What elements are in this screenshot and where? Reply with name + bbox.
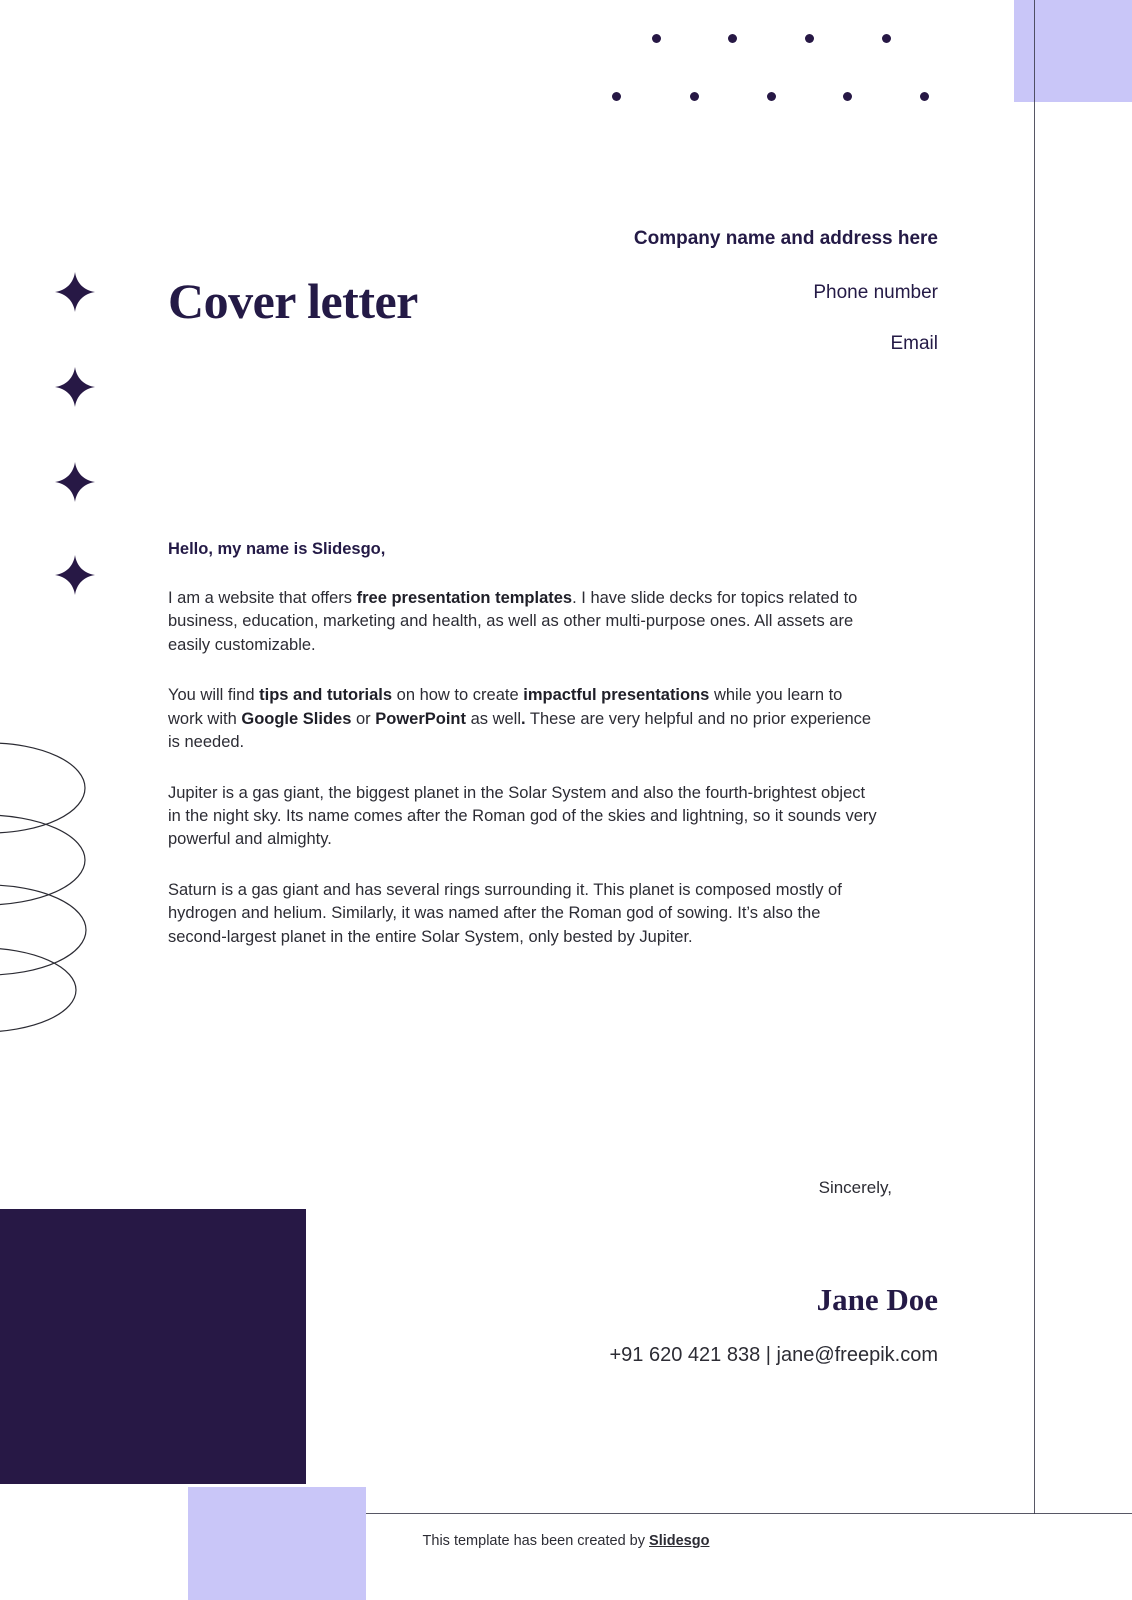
phone-number-label: Phone number xyxy=(813,282,938,304)
sparkle-icon xyxy=(55,272,95,312)
body-paragraph: You will find tips and tutorials on how to create impactful presentations while you learn to work with Google Slides or PowerPoint as well. These are very helpful and no prior experience is needed. xyxy=(168,686,872,752)
spiral-squiggle-decoration xyxy=(0,740,110,1030)
slidesgo-link[interactable]: Slidesgo xyxy=(649,1533,710,1549)
dot-icon xyxy=(882,34,891,43)
page-title: Cover letter xyxy=(168,273,418,329)
company-name-and-address: Company name and address here xyxy=(633,228,938,249)
body-paragraph: Saturn is a gas giant and has several rings surrounding it. This planet is composed mostly of hydrogen and helium. Similarly, it was named after the Roman god of sowing. It’s also the second-largest planet in the entire Solar System, only bested by Jupiter. xyxy=(168,880,842,946)
dot-icon xyxy=(920,92,929,101)
email-label: Email xyxy=(890,332,938,354)
salutation: Hello, my name is Slidesgo, xyxy=(168,540,386,558)
dot-icon xyxy=(612,92,621,101)
closing-text: Sincerely, xyxy=(818,1178,892,1197)
dot-icon xyxy=(728,34,737,43)
recipient-contact-block xyxy=(518,226,938,381)
lavender-corner-block xyxy=(1014,0,1132,102)
dot-icon xyxy=(690,92,699,101)
signature-contact: +91 620 421 838 | jane@freepik.com xyxy=(609,1344,938,1366)
letter-body xyxy=(168,540,880,976)
footer-text: This template has been created by xyxy=(422,1533,650,1549)
dot-icon xyxy=(843,92,852,101)
body-paragraph: I am a website that offers free presentation templates. I have slide decks for topics related to business, education, marketing and health, as well as other multi-purpose ones. All assets are easily customizable. xyxy=(168,589,858,654)
vertical-rule xyxy=(1034,0,1035,1514)
dot-icon xyxy=(652,34,661,43)
sparkle-icon xyxy=(55,367,95,407)
sparkle-icon xyxy=(55,555,95,595)
sparkle-icon xyxy=(55,462,95,502)
dot-icon xyxy=(805,34,814,43)
signature-name: Jane Doe xyxy=(816,1282,938,1317)
sparkles-decoration xyxy=(55,272,115,602)
dots-decoration xyxy=(600,28,960,118)
body-paragraph: Jupiter is a gas giant, the biggest planet in the Solar System and also the fourth-brightest object in the night sky. Its name comes after the Roman god of the skies and lightning, so it sounds very powerful and almighty. xyxy=(168,783,877,849)
dot-icon xyxy=(767,92,776,101)
footer xyxy=(0,1533,1132,1549)
